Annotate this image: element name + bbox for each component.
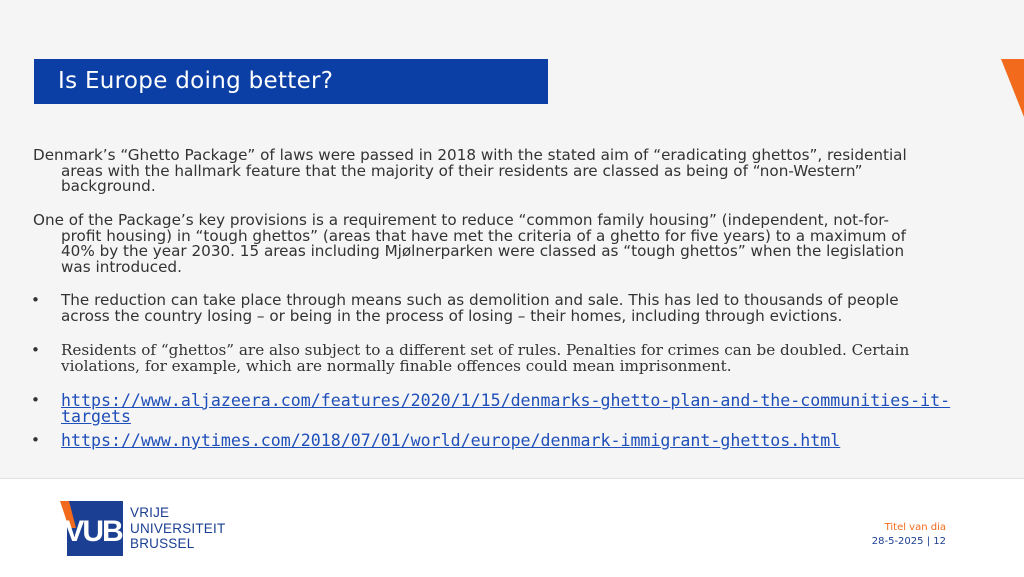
logo-line: BRUSSEL <box>130 536 195 551</box>
paragraph-line: was introduced. <box>61 257 182 276</box>
logo-line: UNIVERSITEIT <box>130 520 226 536</box>
aljazeera-link[interactable] <box>61 393 956 424</box>
link-line[interactable]: targets <box>61 406 131 426</box>
title-banner <box>34 59 548 104</box>
nytimes-link[interactable]: https://www.nytimes.com/2018/07/01/world/europe/denmark-immigrant-ghettos.html <box>61 431 841 450</box>
paragraph-line: Denmark’s “Ghetto Package” of laws were passed in 2018 with the stated aim of “eradicating ghettos”, residential <box>33 146 907 164</box>
paragraph-line: profit housing) in “tough ghettos” (areas that have met the criteria of a ghetto for five years) to a maximum of <box>61 226 906 245</box>
paragraph-line: 40% by the year 2030. 15 areas including Mjølnerparken were classed as “tough ghettos” when the legislation <box>61 242 905 260</box>
bullet-marker: • <box>31 291 40 309</box>
paragraph-line: One of the Package’s key provisions is a requirement to reduce “common family housing” (independent, not-for- <box>33 211 890 229</box>
bullet-marker: • <box>31 391 40 409</box>
university-name <box>130 505 225 552</box>
paragraph-line: background. <box>61 177 156 195</box>
bullet-marker: • <box>31 431 40 449</box>
logo-mark: VUB <box>64 515 122 548</box>
paragraph-key-provisions <box>33 213 953 275</box>
bullet-line: across the country losing – or being in the process of losing – their homes, including through evictions. <box>61 306 843 325</box>
orange-corner-shape <box>1000 59 1024 117</box>
link-line[interactable]: https://www.aljazeera.com/features/2020/1/15/denmarks-ghetto-plan-and-the-communities-it- <box>61 391 951 410</box>
logo-line: VRIJE <box>130 505 170 520</box>
paragraph-line: areas with the hallmark feature that the majority of their residents are classed as being of “non-Western” <box>61 161 863 180</box>
bullet-line: The reduction can take place through means such as demolition and sale. This has led to thousands of people <box>61 291 899 309</box>
slide-title: Is Europe doing better? <box>58 68 334 94</box>
paragraph-ghetto-package <box>33 148 953 195</box>
bullet-line: Residents of “ghettos” are also subject to a different set of rules. Penalties for crimes can be doubled. Certain <box>61 341 910 359</box>
page-number: 12 <box>933 536 946 547</box>
vub-logo-icon <box>57 498 123 558</box>
footer-date-page <box>872 536 946 547</box>
footer-separator: | <box>926 536 931 547</box>
bullet-line: violations, for example, which are normally finable offences could mean imprisonment. <box>61 356 732 375</box>
bullet-marker: • <box>31 341 40 359</box>
footer-slide-title: Titel van dia <box>884 522 946 533</box>
footer-date: 28-5-2025 <box>871 536 924 547</box>
